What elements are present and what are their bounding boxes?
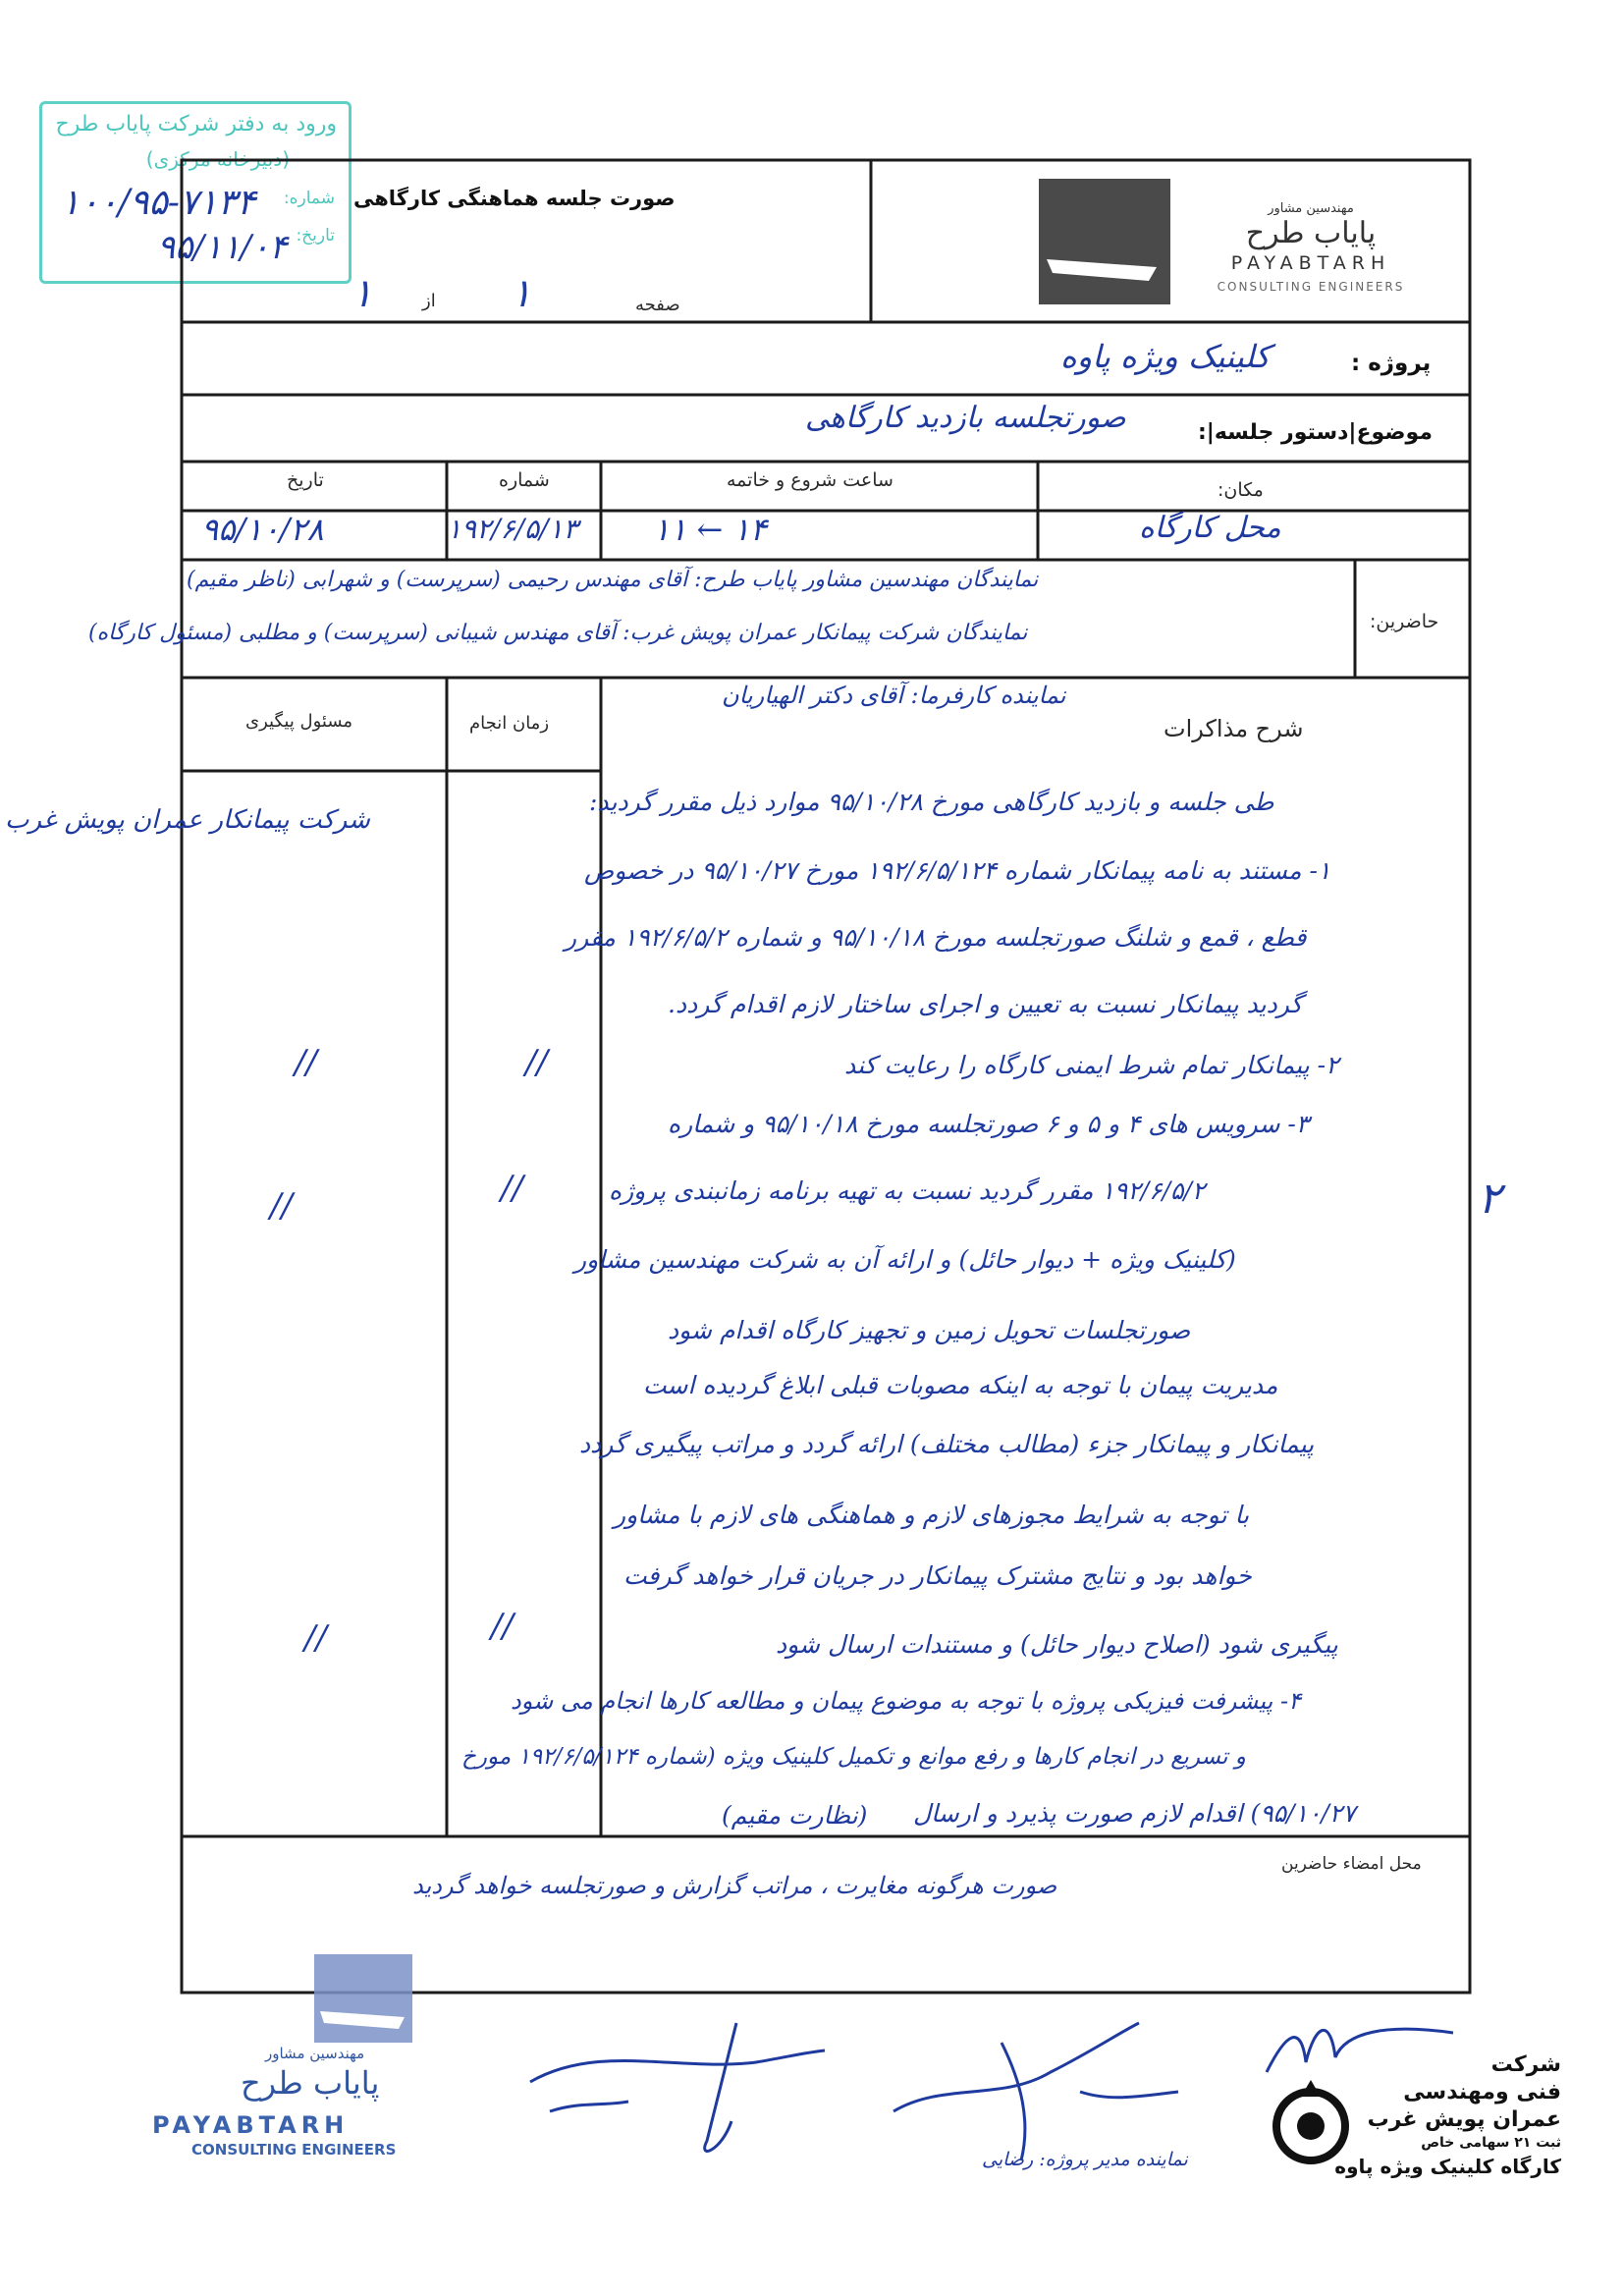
discussion-line: ۴- پیشرفت فیزیکی پروژه با توجه به موضوع پیمان و مطالعه کارها انجام می شود — [511, 1687, 1301, 1715]
company-sub-en: CONSULTING ENGINEERS — [1217, 280, 1405, 294]
discussion-line: با توجه به شرایط مجوزهای لازم و هماهنگی های لازم با مشاور — [614, 1501, 1250, 1529]
attendees-line2: نمایندگان شرکت پیمانکار عمران پویش غرب: آقای مهندس شیبانی (سرپرست) و مطلبی (مسئول کارگاه) — [88, 621, 1028, 645]
signature-2 — [511, 2003, 835, 2170]
attendees-line1: نمایندگان مهندسین مشاور پایاب طرح: آقای مهندس رحیمی (سرپرست) و شهرابی (ناظر مقیم) — [187, 568, 1039, 592]
project-value: کلینیک ویژه پاوه — [1060, 338, 1271, 375]
number-value: ۱۹۲/۶/۵/۱۳ — [447, 513, 578, 545]
discussion-line: ۱۹۲/۶/۵/۲ مقرر گردید نسبت به تهیه برنامه زمانبندی پروژه — [609, 1176, 1206, 1205]
contractor-stamp-line3: عمران پویش غرب — [1367, 2107, 1561, 2132]
page-number: ۱ — [511, 271, 532, 316]
ditto-mark: // — [501, 1169, 523, 1208]
number-label: شماره — [499, 469, 550, 491]
discussion-line: پیمانکار و پیمانکار جزء (مطالب مختلف) ارائه گردد و مراتب پیگیری گردد — [579, 1430, 1315, 1458]
discussion-line: ۹۵/۱۰/۲۷) اقدام لازم صورت پذیرد و ارسال — [913, 1799, 1356, 1828]
company-block — [1183, 201, 1438, 294]
discussion-line: ۳- سرویس های ۴ و ۵ و ۶ صورتجلسه مورخ ۹۵/۱۰/۱۸ و شماره — [668, 1110, 1310, 1138]
received-stamp-date-label: تاریخ: — [296, 226, 335, 246]
discussion-line: ۲- پیمانکار تمام شرط ایمنی کارگاه را رعایت کند — [844, 1051, 1339, 1079]
signatures-note: صورت هرگونه مغایرت ، مراتب گزارش و صورتجلسه خواهد گردید — [412, 1872, 1057, 1899]
contractor-stamp-line1: شرکت — [1490, 2052, 1561, 2077]
discussion-line: و تسریع در انجام کارها و رفع موانع و تکمیل کلینیک ویژه (شماره ۱۹۲/۶/۵/۱۲۴ مورخ — [461, 1744, 1246, 1770]
page-label: صفحه — [635, 295, 680, 315]
discussion-line: مدیریت پیمان با توجه به اینکه مصوبات قبلی ابلاغ گردیده است — [643, 1371, 1278, 1399]
ditto-mark: // — [525, 1043, 548, 1082]
place-label: مکان: — [1218, 479, 1264, 501]
consultant-stamp-prefix: مهندسین مشاور — [265, 2045, 365, 2062]
company-name-en: PAYABTARH — [1230, 252, 1391, 274]
place-value: محل کارگاه — [1139, 511, 1281, 545]
contractor-stamp-line4: ثبت ۲۱ سهامی خاص — [1421, 2135, 1561, 2151]
ditto-mark: // — [270, 1186, 293, 1226]
discussion-line: پیگیری شود (اصلاح دیوار حائل) و مستندات ارسال شود — [776, 1630, 1338, 1659]
received-stamp-line2: (دبیرخانه مرکزی) — [145, 147, 290, 171]
time-value: ۱۴ ← ۱۱ — [653, 511, 767, 548]
ditto-mark: // — [491, 1607, 514, 1646]
of-label: از — [422, 291, 436, 311]
subject-label: موضوع|دستور جلسه|: — [1198, 420, 1433, 445]
received-stamp-number-label: شماره: — [283, 189, 335, 208]
subject-value: صورتجلسه بازدید کارگاهی — [805, 401, 1126, 435]
consultant-stamp-sub-en: CONSULTING ENGINEERS — [191, 2141, 397, 2159]
followup-column-header: مسئول پیگیری — [245, 711, 353, 732]
ditto-mark: // — [304, 1618, 327, 1658]
consultant-stamp-name-en: PAYABTARH — [152, 2111, 350, 2139]
received-number: ۱۰۰/۹۵-۷۱۳۴ — [61, 183, 256, 223]
discussion-line: (کلینیک ویژه + دیوار حائل) و ارائه آن به شرکت مهندسین مشاور — [574, 1245, 1236, 1274]
followup-value: شرکت پیمانکار عمران پویش غرب — [5, 805, 370, 835]
received-date: ۹۵/۱۱/۰۴ — [157, 228, 288, 267]
company-prefix: مهندسین مشاور — [1268, 201, 1354, 216]
project-label: پروژه : — [1351, 351, 1432, 376]
contractor-stamp-line2: فنی ومهندسی — [1403, 2080, 1561, 2105]
consultant-stamp-logo-icon — [314, 1954, 412, 2043]
discussion-line: قطع ، قمع و شلنگ صورتجلسه مورخ ۹۵/۱۰/۱۸ و شماره ۱۹۲/۶/۵/۲ مقرر — [565, 923, 1307, 952]
time-column-header: زمان انجام — [469, 713, 550, 734]
form-title: صورت جلسه هماهنگی کارگاهی — [353, 187, 676, 210]
discussion-line: ۱- مستند به نامه پیمانکار شماره ۱۹۲/۶/۵/۱۲۴ مورخ ۹۵/۱۰/۲۷ در خصوص — [584, 856, 1331, 885]
discussion-line: صورتجلسات تحویل زمین و تجهیز کارگاه اقدام شود — [668, 1316, 1191, 1344]
signer-right: نماینده مدیر پروژه: رضایی — [982, 2149, 1188, 2170]
page-total: ۱ — [352, 271, 373, 316]
discussion-line: (نظارت مقیم) — [722, 1801, 868, 1830]
company-name-fa: پایاب طرح — [1245, 216, 1377, 250]
employer-note: نماینده کارفرما: آقای دکتر الهیاریان — [722, 682, 1066, 709]
attendees-label: حاضرین: — [1370, 611, 1439, 632]
contractor-stamp — [1267, 2052, 1561, 2200]
item-number-2: ۲ — [1478, 1174, 1501, 1224]
date-label: تاریخ — [287, 469, 324, 491]
consultant-stamp — [147, 1954, 471, 2160]
discussion-line: خواهد بود و نتایج مشترک پیمانکار در جریان قرار خواهد گرفت — [623, 1561, 1252, 1590]
received-stamp-line1: ورود به دفتر شرکت پایاب طرح — [55, 112, 337, 137]
date-value: ۹۵/۱۰/۲۸ — [201, 511, 324, 548]
ditto-mark: // — [295, 1043, 317, 1082]
discussion-column-header: شرح مذاکرات — [1164, 715, 1304, 742]
signatures-label: محل امضاء حاضرین — [1281, 1854, 1422, 1874]
discussion-line: گردید پیمانکار نسبت به تعیین و اجرای ساختار لازم اقدام گردد. — [668, 990, 1303, 1018]
contractor-stamp-line5: کارگاه کلینیک ویژه پاوه — [1334, 2155, 1561, 2178]
consultant-stamp-name-fa: پایاب طرح — [241, 2064, 380, 2102]
discussion-line: طی جلسه و بازدید کارگاهی مورخ ۹۵/۱۰/۲۸ موارد ذیل مقرر گردید: — [589, 788, 1274, 816]
time-label: ساعت شروع و خاتمه — [727, 469, 893, 491]
payabtarh-logo-icon — [1039, 179, 1170, 304]
